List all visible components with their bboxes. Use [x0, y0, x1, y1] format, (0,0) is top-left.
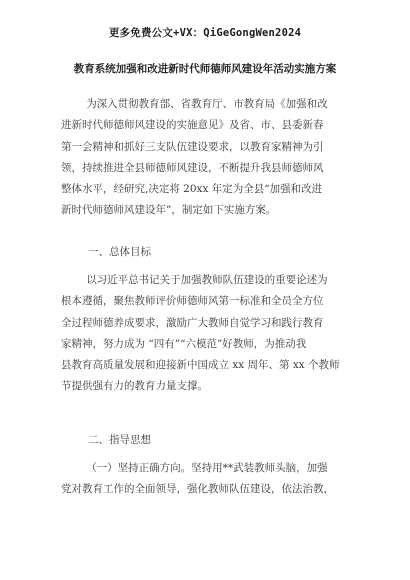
paragraph-line: 进新时代师德师风建设的实施意见》及省、市、县委新春	[61, 119, 324, 132]
paragraph-line: 第一会精神和抓好三支队伍建设要求，以教育家精神为引	[61, 140, 324, 153]
guiding-ideology-paragraph	[61, 458, 356, 501]
paragraph-line: 家精神，努力成为 “四有”“六模范”好教师，为推动我	[61, 337, 307, 350]
paragraph-line: 整体水平，经研究,决定将 20xx 年定为全县“加强和改进	[61, 183, 323, 196]
paragraph-line: 节提供强有力的教育力量支撑。	[61, 380, 208, 393]
paragraph-line: 党对教育工作的全面领导，强化教师队伍建设，依法治教，	[61, 483, 334, 496]
paragraph-line: 全过程师德养成要求，激励广大教师自觉学习和践行教育	[61, 316, 324, 329]
document-title: 教育系统加强和改进新时代师德师风建设年活动实施方案	[73, 63, 337, 75]
paragraph-line: 为深入贯彻教育部、省教育厅、市教育局《加强和改	[86, 98, 328, 110]
intro-paragraph	[61, 94, 356, 222]
paragraph-line: 新时代师德师风建设年”，制定如下实施方案。	[61, 204, 277, 217]
paragraph-line: 根本遵循，聚焦教师评价师德师风第一标准和全员全方位	[61, 295, 324, 308]
section-heading-overall-goal: 一、总体目标	[88, 246, 151, 258]
overall-goal-paragraph	[61, 270, 356, 398]
paragraph-line: 领，持续推进全县师德师风建设，不断提升我县师德师风	[61, 161, 324, 174]
paragraph-line: 以习近平总书记关于加强教师队伍建设的重要论述为	[86, 274, 328, 286]
paragraph-line: 县教育高质量发展和迎接新中国成立 xx 周年、第 xx 个教师	[61, 359, 340, 372]
paragraph-line: （一）坚持正确方向。坚持用**武装教师头脑，加强	[86, 462, 328, 474]
promo-header: 更多免费公文+VX：QiGeGongWen2024	[108, 27, 302, 39]
section-heading-guiding-ideology: 二、指导思想	[88, 434, 151, 446]
